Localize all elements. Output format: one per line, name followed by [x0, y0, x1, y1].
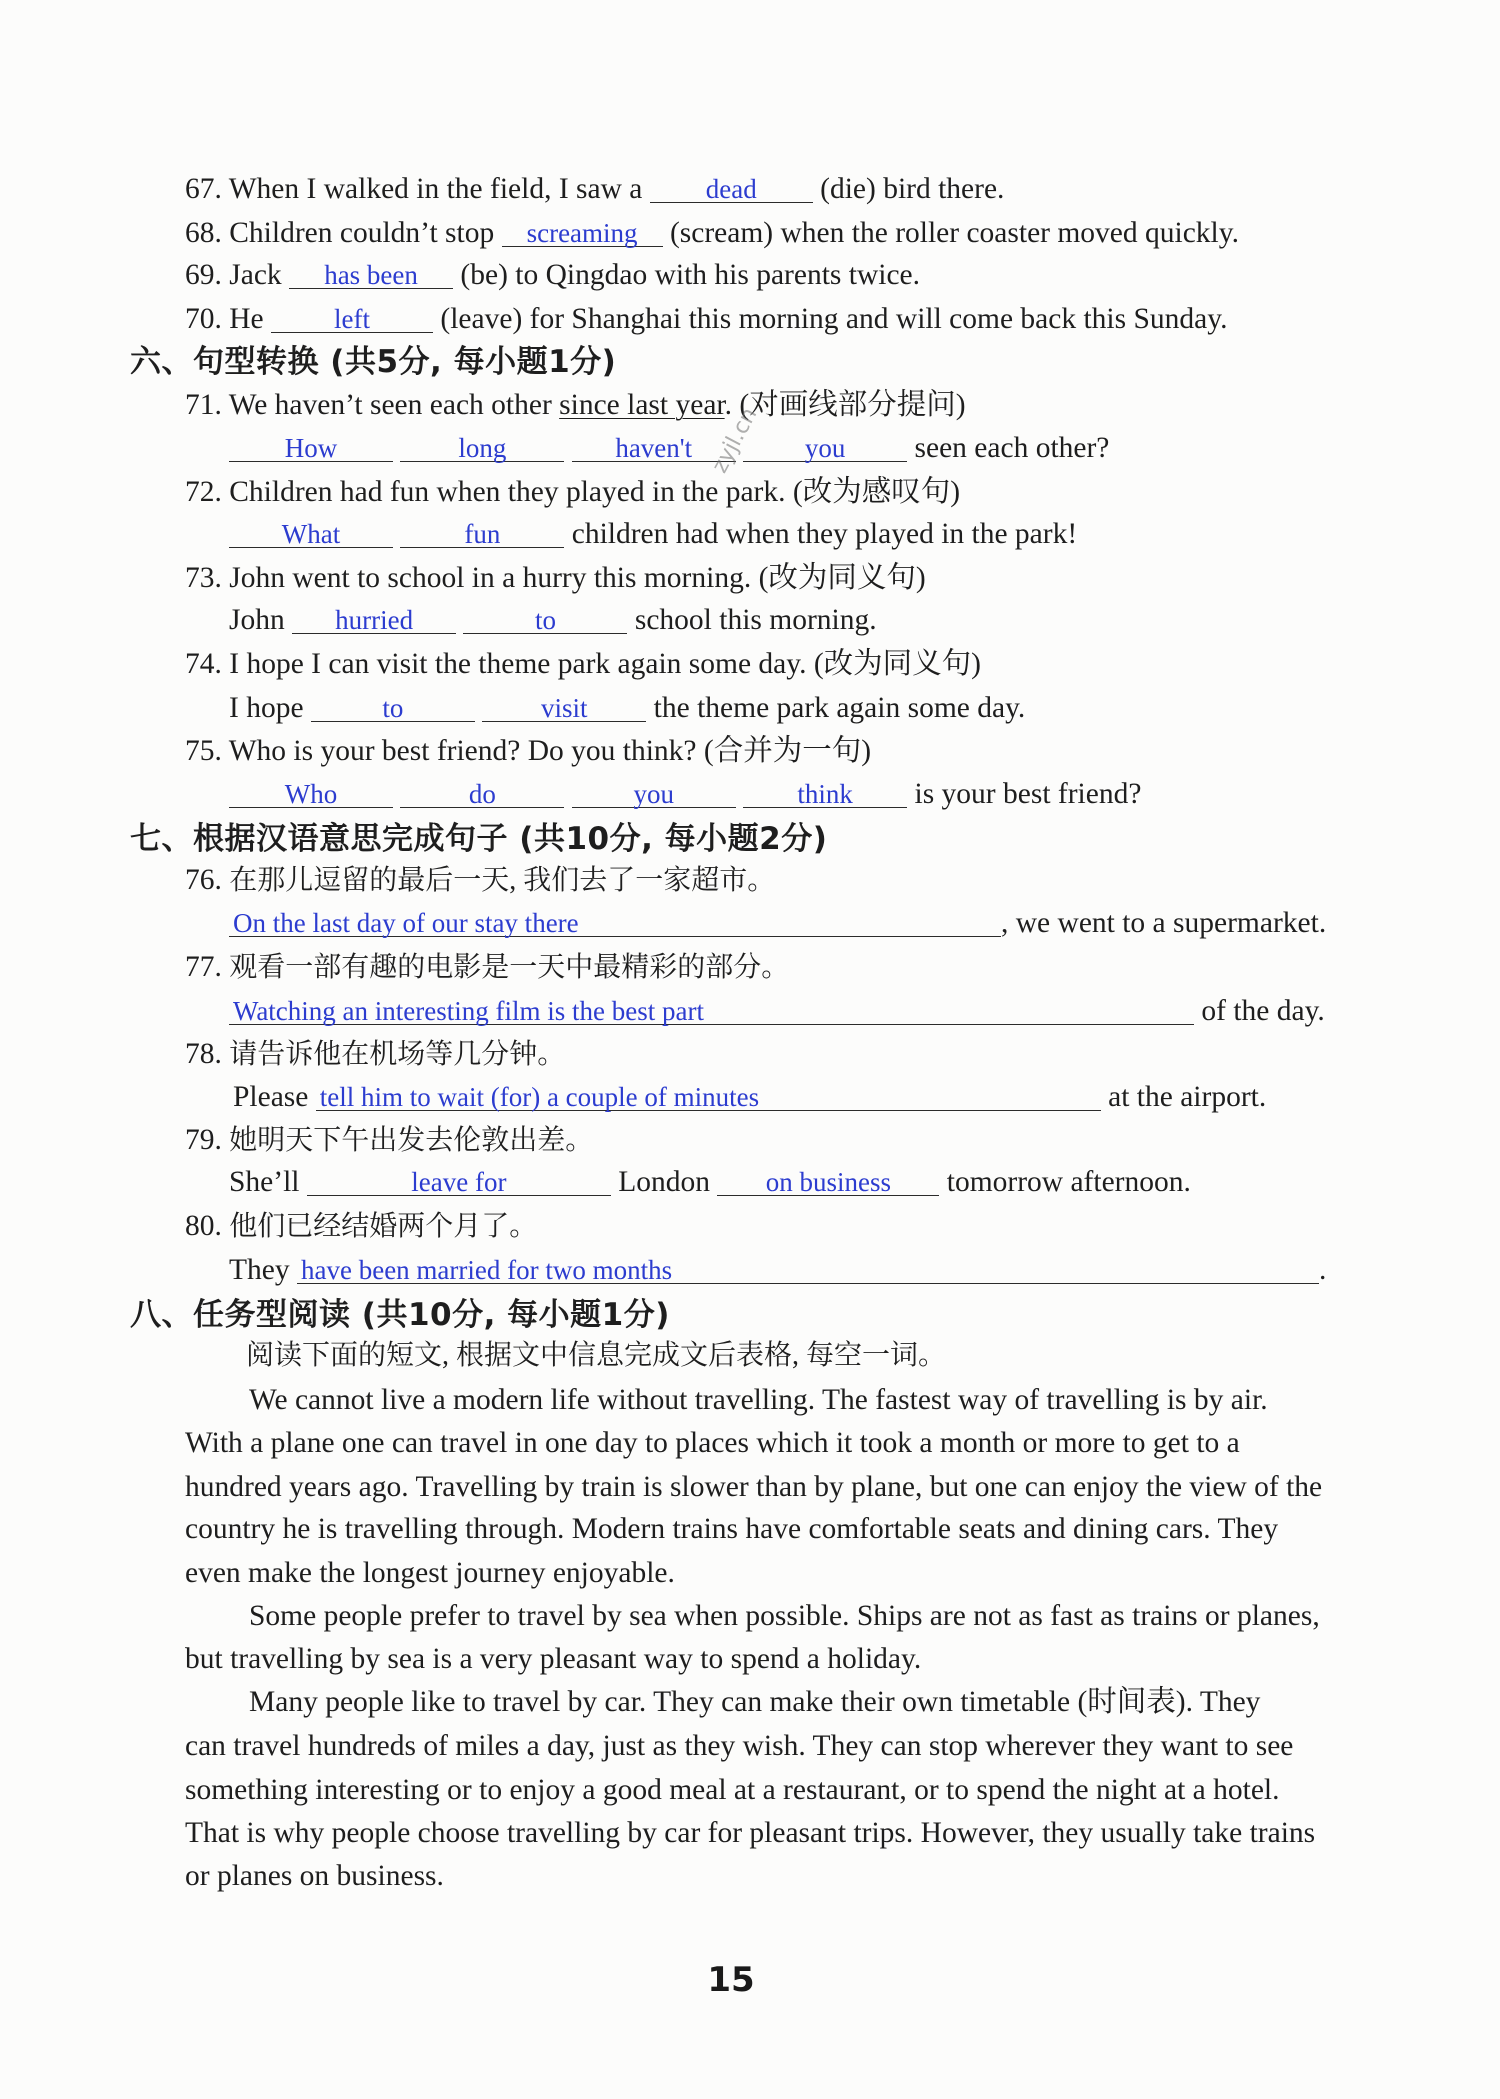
question-number: 69. — [185, 259, 222, 291]
answer-text: John — [229, 604, 285, 636]
question-number: 79. — [185, 1124, 222, 1156]
answer-blank: tell him to wait (for) a couple of minutes — [316, 1083, 1101, 1111]
answer-blank: have been married for two months — [297, 1256, 1319, 1284]
answer-text: I hope — [229, 692, 304, 724]
answer-blank: you — [572, 780, 736, 808]
answer-text: is your best friend? — [914, 778, 1142, 810]
chinese-prompt: 观看一部有趣的电影是一天中最精彩的部分。 — [229, 952, 790, 983]
answer-blank: visit — [482, 694, 646, 722]
answer-blank: you — [743, 434, 907, 462]
question-67 — [185, 167, 1004, 211]
question-72 — [185, 470, 960, 514]
question-instruction: . (对画线部分提问) — [724, 389, 966, 421]
answer-75 — [229, 772, 1141, 816]
answer-blank: dead — [650, 175, 813, 203]
answer-text: They — [229, 1254, 290, 1286]
paragraph-line: country he is travelling through. Modern trains have comfortable seats and dining cars. They — [185, 1513, 1279, 1545]
answer-74 — [229, 686, 1025, 730]
answer-text: London — [618, 1166, 710, 1198]
answer-text: seen each other? — [914, 432, 1110, 464]
answer-text: school this morning. — [634, 604, 877, 636]
section-heading: 八、任务型阅读 (共10分, 每小题1分) — [130, 1297, 670, 1333]
paragraph-line: even make the longest journey enjoyable. — [185, 1557, 675, 1589]
question-text: Jack — [229, 259, 282, 291]
paragraph-line: or planes on business. — [185, 1860, 444, 1892]
question-text: (be) to Qingdao with his parents twice. — [460, 259, 921, 291]
question-text: (scream) when the roller coaster moved quickly. — [669, 217, 1239, 249]
answer-blank: left — [271, 305, 433, 333]
question-text: Children couldn’t stop — [229, 217, 495, 249]
answer-text: the theme park again some day. — [653, 692, 1026, 724]
question-77 — [185, 945, 789, 989]
answer-blank: do — [400, 780, 564, 808]
answer-76 — [229, 901, 1326, 945]
answer-blank: What — [229, 520, 393, 548]
underlined-phrase: since last year — [559, 389, 725, 421]
answer-text: of the day. — [1201, 995, 1325, 1027]
answer-blank: fun — [400, 520, 564, 548]
question-73 — [185, 556, 926, 600]
paragraph-line: With a plane one can travel in one day to places which it took a month or more to get to a — [185, 1427, 1240, 1459]
chinese-prompt: 请告诉他在机场等几分钟。 — [229, 1039, 566, 1070]
answer-71 — [229, 426, 1109, 470]
answer-blank: hurried — [292, 606, 456, 634]
question-number: 71. — [185, 389, 222, 421]
page-number: 15 — [707, 1960, 755, 2000]
answer-blank: on business — [717, 1168, 939, 1196]
question-74 — [185, 642, 981, 686]
answer-blank: leave for — [307, 1168, 611, 1196]
answer-blank: screaming — [502, 219, 663, 247]
question-number: 76. — [185, 864, 222, 896]
question-text: Children had fun when they played in the park. (改为感叹句) — [229, 476, 961, 508]
question-80 — [185, 1204, 537, 1248]
answer-text: tomorrow afternoon. — [946, 1166, 1191, 1198]
question-number: 72. — [185, 476, 222, 508]
question-71 — [185, 383, 966, 427]
paragraph-line: can travel hundreds of miles a day, just as they wish. They can stop wherever they want to see — [185, 1730, 1294, 1762]
answer-blank: to — [311, 694, 475, 722]
question-79 — [185, 1118, 593, 1162]
answer-blank: to — [463, 606, 627, 634]
answer-text: Please — [233, 1081, 309, 1113]
answer-blank: On the last day of our stay there — [229, 909, 1001, 937]
question-text: I hope I can visit the theme park again some day. (改为同义句) — [229, 648, 982, 680]
answer-72 — [229, 512, 1077, 556]
answer-blank: think — [743, 780, 907, 808]
question-text: John went to school in a hurry this morning. (改为同义句) — [229, 562, 926, 594]
paragraph-line: Many people like to travel by car. They can make their own timetable (时间表). They — [249, 1686, 1261, 1718]
answer-text: She’ll — [229, 1166, 300, 1198]
answer-text: . — [1319, 1254, 1327, 1286]
reading-instruction: 阅读下面的短文, 根据文中信息完成文后表格, 每空一词。 — [246, 1340, 947, 1371]
answer-blank: long — [400, 434, 564, 462]
question-number: 68. — [185, 217, 222, 249]
answer-blank: Who — [229, 780, 393, 808]
question-text: (die) bird there. — [820, 173, 1005, 205]
question-text: Who is your best friend? Do you think? (合并为一句) — [228, 735, 872, 767]
question-78 — [185, 1032, 565, 1076]
question-number: 74. — [185, 648, 222, 680]
answer-78 — [233, 1075, 1266, 1119]
question-text: He — [229, 303, 264, 335]
answer-79 — [229, 1160, 1191, 1204]
section-heading: 六、句型转换 (共5分, 每小题1分) — [130, 344, 617, 380]
answer-text: at the airport. — [1108, 1081, 1267, 1113]
watermark: zyjl.cn — [707, 403, 763, 478]
question-75 — [185, 729, 871, 773]
answer-77 — [229, 989, 1325, 1033]
question-number: 77. — [185, 951, 222, 983]
paragraph-line: Some people prefer to travel by sea when possible. Ships are not as fast as trains or planes, — [249, 1600, 1320, 1632]
question-text: (leave) for Shanghai this morning and will come back this Sunday. — [440, 303, 1228, 335]
answer-blank: Watching an interesting film is the best part — [229, 997, 1194, 1025]
answer-text: , we went to a supermarket. — [1001, 907, 1327, 939]
question-69 — [185, 253, 920, 297]
question-70 — [185, 297, 1227, 341]
answer-73 — [229, 598, 877, 642]
question-text: When I walked in the field, I saw a — [228, 173, 643, 205]
answer-blank: haven't — [572, 434, 736, 462]
paragraph-line: but travelling by sea is a very pleasant way to spend a holiday. — [185, 1643, 922, 1675]
paragraph-line: That is why people choose travelling by car for pleasant trips. However, they usually take trains — [185, 1817, 1316, 1849]
question-number: 67. — [185, 173, 222, 205]
answer-80 — [229, 1248, 1326, 1292]
chinese-prompt: 他们已经结婚两个月了。 — [229, 1211, 538, 1242]
question-76 — [185, 858, 775, 902]
paragraph-line: hundred years ago. Travelling by train is slower than by plane, but one can enjoy the view of the — [185, 1471, 1323, 1503]
question-number: 75. — [185, 735, 222, 767]
paragraph-line: something interesting or to enjoy a good meal at a restaurant, or to spend the night at a hotel. — [185, 1774, 1280, 1806]
question-number: 80. — [185, 1210, 222, 1242]
paragraph-line: We cannot live a modern life without travelling. The fastest way of travelling is by air. — [249, 1384, 1268, 1416]
answer-text: children had when they played in the park! — [571, 518, 1078, 550]
question-68 — [185, 211, 1239, 255]
answer-blank: has been — [289, 261, 453, 289]
question-text: We haven’t seen each other — [228, 389, 552, 421]
question-number: 78. — [185, 1038, 222, 1070]
chinese-prompt: 在那儿逗留的最后一天, 我们去了一家超市。 — [229, 865, 776, 896]
answer-blank: How — [229, 434, 393, 462]
question-number: 70. — [185, 303, 222, 335]
section-heading: 七、根据汉语意思完成句子 (共10分, 每小题2分) — [130, 821, 828, 857]
chinese-prompt: 她明天下午出发去伦敦出差。 — [229, 1125, 594, 1156]
question-number: 73. — [185, 562, 222, 594]
